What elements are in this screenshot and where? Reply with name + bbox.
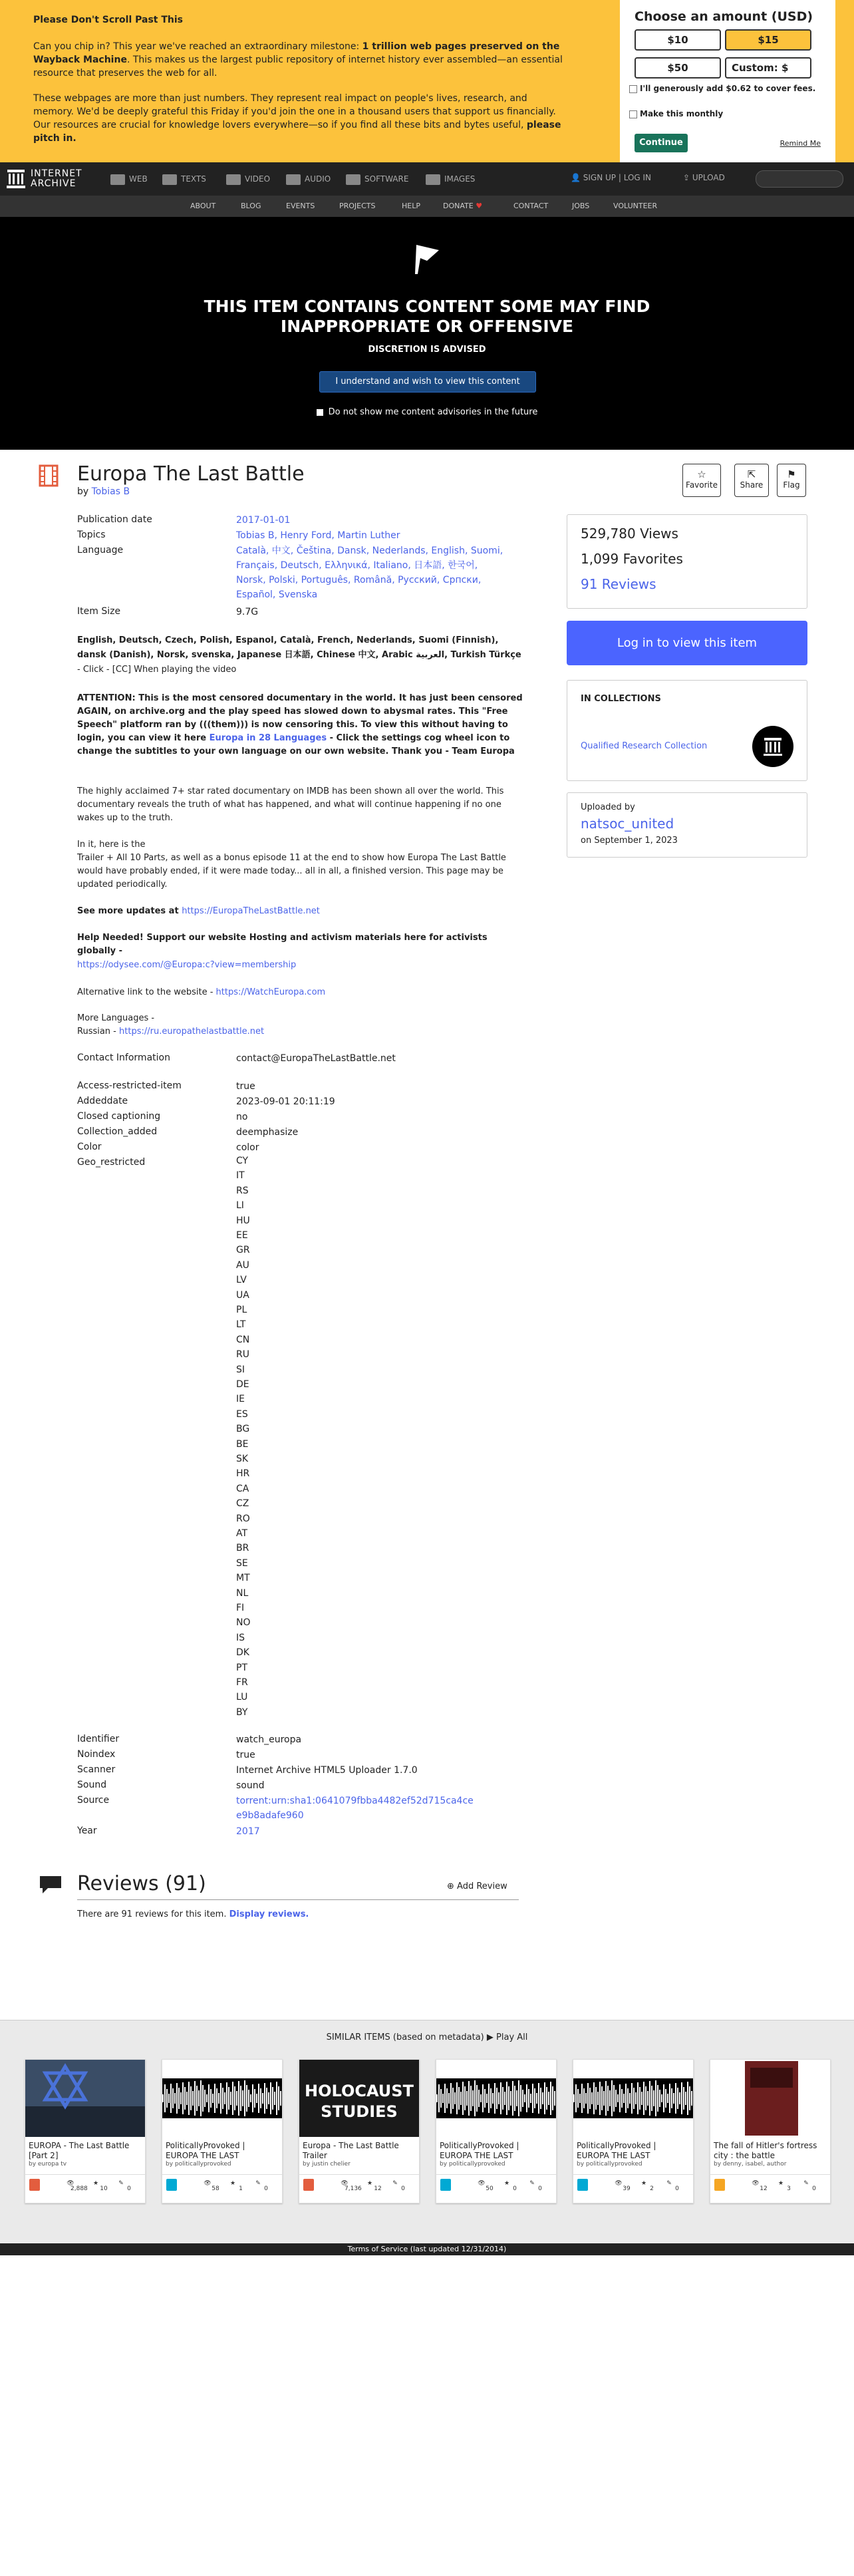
reviews-stat: ✎ 0 [803, 2180, 816, 2192]
alt-link[interactable]: https://WatchEuropa.com [215, 987, 326, 997]
amount-10-button[interactable]: $10 [635, 29, 721, 51]
custom-amount-input[interactable]: Custom: $ [725, 57, 811, 79]
collection-link[interactable]: Qualified Research Collection [581, 741, 708, 751]
signup-login-link[interactable]: 👤 SIGN UP | LOG IN [571, 173, 652, 182]
geo-code: LV [236, 1275, 247, 1286]
geo-code: RS [236, 1185, 249, 1196]
reviews-link[interactable]: 91 Reviews [581, 576, 656, 592]
donation-para-2: These webpages are more than just numbers. They represent real impact on people's lives, research, and memory. We'd be deeply grateful this Friday if you'd join the one in a thousand users that support us financially. Our resources are crucial for knowledge lovers everywhere—so if you find all these bits and bytes useful, please pitch in. [33, 93, 561, 144]
geo-code: FR [236, 1677, 248, 1688]
views-stat: 👁 58 [204, 2180, 219, 2192]
display-reviews-link[interactable]: Display reviews. [229, 1909, 309, 1919]
card-creator: by politicallyprovoked [577, 2161, 642, 2168]
geo-code: PL [236, 1305, 247, 1315]
color-value: color [236, 1142, 259, 1153]
subnav-volunteer[interactable]: VOLUNTEER [613, 202, 658, 210]
geo-code: SE [236, 1557, 248, 1569]
card-title[interactable]: The fall of Hitler's fortress city : the battle [714, 2141, 817, 2160]
card-stats [162, 2174, 282, 2203]
view-content-button[interactable]: I understand and wish to view this content [319, 371, 536, 393]
card-stats [710, 2174, 830, 2203]
subnav-jobs[interactable]: JOBS [572, 202, 590, 210]
mediatype-icon [440, 2179, 451, 2191]
card-creator: by europa tv [29, 2161, 67, 2168]
user-icon: 👤 [571, 173, 583, 182]
geo-code: NL [236, 1587, 249, 1599]
speaker-icon [286, 174, 301, 185]
geo-code: DK [236, 1647, 249, 1659]
favorites-count: 1,099 Favorites [581, 551, 683, 567]
reviews-stat: ✎ 0 [392, 2180, 405, 2192]
pubdate-value[interactable]: 2017-01-01 [236, 515, 291, 526]
reviews-title: Reviews (91) [77, 1872, 206, 1895]
item-title: Europa The Last Battle [77, 462, 305, 486]
flag-icon [414, 243, 440, 275]
sub-nav [0, 196, 854, 217]
similar-item-card[interactable] [162, 2059, 283, 2203]
upload-date: on September 1, 2023 [581, 836, 678, 846]
favorites-stat: ★ 10 [92, 2180, 108, 2192]
geo-code: CA [236, 1483, 249, 1494]
geo-code: EE [236, 1230, 248, 1241]
updates-line: See more updates at https://EuropaTheLastBattle.net [77, 906, 320, 916]
collection-added-label: Collection_added [77, 1126, 158, 1137]
geo-code: IS [236, 1632, 245, 1643]
internet-archive-logo[interactable] [7, 167, 100, 191]
geo-code: SI [236, 1364, 245, 1375]
attention-notice: ATTENTION: This is the most censored documentary in the world. It has just been censored AGAIN, on archive.org and the play speed has slowed down to abysmal rates. This "Free Speech" platform ran by (((them))) is now censoring this. To view this without having to login, you can view it here Europa in 28 Languages - Click the settings cog wheel icon to change the subtitles to your own language on our own website. Thank you - Team Europa [77, 693, 523, 756]
source-label: Source [77, 1795, 110, 1806]
geo-code: LT [236, 1319, 246, 1331]
help-line: Help Needed! Support our website Hosting and activism materials here for activists globally - [77, 933, 488, 956]
europa-languages-link[interactable]: Europa in 28 Languages [209, 733, 327, 743]
nav-audio[interactable]: AUDIO [286, 173, 331, 185]
amount-15-button[interactable]: $15 [725, 29, 811, 51]
item-thumbnail[interactable] [25, 2060, 145, 2137]
card-creator: by politicallyprovoked [440, 2161, 505, 2168]
views-stat: 👁 12 [752, 2180, 768, 2192]
card-creator: by politicallyprovoked [166, 2161, 231, 2168]
geo-code: MT [236, 1573, 250, 1584]
description-3: Trailer + All 10 Parts, as well as a bonus episode 11 at the end to show how Europa The Last Battle would have probably ended, if it were made today... all in all, a finished version. This page may be updated periodically. [77, 853, 506, 889]
card-title[interactable]: PoliticallyProvoked | EUROPA THE LAST [166, 2141, 245, 2160]
upload-link[interactable]: ⇪ UPLOAD [683, 173, 725, 182]
cc-value: no [236, 1112, 248, 1122]
plus-icon: ⊕ [447, 1881, 458, 1891]
geo-code: CN [236, 1334, 250, 1345]
item-thumbnail[interactable] [162, 2060, 282, 2137]
web-icon [110, 174, 125, 185]
star-icon: ☆ [697, 468, 706, 480]
donation-banner [0, 0, 854, 162]
more-languages: More Languages - [77, 1013, 155, 1023]
similar-heading: SIMILAR ITEMS (based on metadata) ▶ Play All [326, 2032, 528, 2042]
views-count: 529,780 Views [581, 526, 678, 542]
favorites-stat: ★ 12 [366, 2180, 382, 2192]
geo-code: RU [236, 1349, 249, 1361]
item-stats [567, 514, 807, 609]
pubdate-label: Publication date [77, 514, 152, 525]
sound-label: Sound [77, 1780, 107, 1790]
monthly-checkbox[interactable]: Make this monthly [640, 109, 723, 119]
film-icon [226, 174, 241, 185]
uploader-box [567, 792, 807, 858]
reviews-divider [77, 1899, 519, 1900]
year-label: Year [77, 1826, 97, 1836]
geo-code: AU [236, 1259, 249, 1271]
scanner-value: Internet Archive HTML5 Uploader 1.7.0 [236, 1765, 418, 1776]
item-thumbnail[interactable] [436, 2060, 556, 2137]
hide-advisories-checkbox[interactable]: Do not show me content advisories in the future [306, 407, 548, 417]
remind-me-link[interactable]: Remind Me [780, 139, 821, 148]
favorites-stat: ★ 1 [229, 2180, 243, 2192]
share-icon: ⇱ [747, 468, 756, 480]
russian-link[interactable]: https://ru.europathelastbattle.net [119, 1027, 265, 1037]
login-to-view-button[interactable]: Log in to view this item [567, 621, 807, 665]
color-label: Color [77, 1142, 102, 1152]
nav-texts[interactable]: TEXTS [162, 173, 206, 185]
terms-footer[interactable]: Terms of Service (last updated 12/31/2014) [0, 2243, 854, 2255]
updates-link[interactable]: https://EuropaTheLastBattle.net [182, 906, 320, 916]
top-nav [0, 162, 854, 196]
donation-para-1: Can you chip in? This year we've reached an extraordinary milestone: 1 trillion web pages preserved on the Wayback Machine. This makes us the largest public repository of internet history ever assembled—an essential resource that preserves the web for all. [33, 41, 563, 79]
geo-code: HU [236, 1215, 250, 1226]
cc-label: Closed captioning [77, 1111, 161, 1122]
geo-code: PT [236, 1662, 247, 1673]
geo-code: CY [236, 1156, 249, 1166]
advisory-subtitle: DISCRETION IS ADVISED [368, 345, 486, 355]
amount-50-button[interactable]: $50 [635, 57, 721, 79]
play-icon: ▶ [486, 2032, 494, 2042]
subnav-about[interactable]: ABOUT [190, 202, 216, 210]
topics-label: Topics [77, 530, 106, 540]
card-title[interactable]: Europa - The Last Battle Trailer [303, 2141, 399, 2160]
access-value: true [236, 1081, 255, 1092]
add-review-button[interactable]: ⊕ Add Review [447, 1881, 507, 1891]
card-stats [436, 2174, 556, 2203]
geo-label: Geo_restricted [77, 1157, 146, 1168]
heart-icon: ♥ [476, 202, 483, 210]
cover-fees-checkbox[interactable]: I'll generously add $0.62 to cover fees. [640, 84, 819, 94]
mediatype-icon [714, 2179, 725, 2191]
geo-code: AT [236, 1528, 248, 1539]
card-stats [573, 2174, 693, 2203]
image-icon [426, 174, 440, 185]
geo-code: GR [236, 1245, 250, 1256]
views-stat: 👁 2,888 [67, 2180, 88, 2192]
similar-item-card[interactable] [573, 2059, 694, 2203]
favorites-stat: ★ 2 [640, 2180, 654, 2192]
sound-value: sound [236, 1780, 265, 1791]
languages-list: English, Deutsch, Czech, Polish, Espanol, Català, French, Nederlands, Suomi (Finnish), dansk (Danish), Norsk, svenska, Japanese 日本語, Chinese 中文, Arabic العربية, Turkish Türkçe - Click - [CC] When playing the video [77, 635, 521, 675]
item-thumbnail[interactable] [710, 2060, 830, 2137]
addeddate-label: Addeddate [77, 1096, 128, 1106]
collection-added-value: deemphasize [236, 1127, 299, 1138]
nav-images[interactable]: IMAGES [426, 173, 475, 185]
upload-icon: ⇪ [683, 173, 692, 182]
similar-item-card[interactable] [299, 2059, 420, 2203]
subnav-donate[interactable]: DONATE ♥ [443, 202, 483, 210]
author-link[interactable]: Tobias B [91, 486, 130, 497]
speech-bubble-icon [39, 1875, 63, 1895]
subnav-projects[interactable]: PROJECTS [339, 202, 376, 210]
geo-code: LU [236, 1692, 248, 1703]
subnav-events[interactable]: EVENTS [286, 202, 315, 210]
geo-code: FI [236, 1603, 245, 1613]
thumbnail-text-2: STUDIES [321, 2102, 398, 2121]
geo-code: RO [236, 1513, 250, 1524]
russian-line: Russian - https://ru.europathelastbattle.net [77, 1027, 265, 1037]
size-value: 9.7G [236, 607, 259, 617]
geo-code: UA [236, 1289, 249, 1301]
description-2: In it, here is the [77, 840, 146, 850]
movie-icon [39, 464, 59, 487]
item-thumbnail[interactable] [573, 2060, 693, 2137]
geo-code: IE [236, 1394, 245, 1405]
card-creator: by denny, isabel, author [714, 2161, 787, 2168]
donation-form-title: Choose an amount (USD) [635, 9, 813, 24]
donation-form [620, 0, 835, 162]
card-title[interactable]: PoliticallyProvoked | EUROPA THE LAST [440, 2141, 519, 2160]
reviews-stat: ✎ 0 [255, 2180, 268, 2192]
thumbnail-text-1: HOLOCAUST [305, 2082, 414, 2100]
geo-code: LI [236, 1200, 244, 1211]
size-label: Item Size [77, 606, 121, 617]
alt-link-line: Alternative link to the website - https://WatchEuropa.com [77, 987, 326, 997]
mediatype-icon [303, 2179, 314, 2191]
geo-code: BY [236, 1706, 248, 1718]
views-stat: 👁 50 [478, 2180, 494, 2192]
identifier-value: watch_europa [236, 1734, 302, 1745]
contact-label: Contact Information [77, 1052, 170, 1063]
similar-item-card[interactable] [710, 2059, 831, 2203]
collections-box [567, 680, 807, 781]
similar-items [0, 2020, 854, 2244]
reviews-stat: ✎ 0 [529, 2180, 542, 2192]
content-advisory [0, 217, 854, 450]
contact-value: contact@EuropaTheLastBattle.net [236, 1053, 396, 1064]
noindex-label: Noindex [77, 1749, 116, 1760]
item-thumbnail[interactable] [299, 2060, 419, 2137]
nav-software[interactable]: SOFTWARE [346, 173, 408, 185]
card-stats [299, 2174, 419, 2203]
similar-item-card[interactable] [25, 2059, 146, 2203]
year-value[interactable]: 2017 [236, 1826, 260, 1837]
geo-code: DE [236, 1379, 249, 1390]
views-stat: 👁 39 [615, 2180, 631, 2192]
scanner-label: Scanner [77, 1764, 116, 1775]
uploader-link[interactable]: natsoc_united [581, 816, 674, 832]
reviews-stat: ✎ 0 [118, 2180, 131, 2192]
nav-web[interactable]: WEB [110, 173, 148, 185]
subnav-help[interactable]: HELP [402, 202, 420, 210]
geo-code: HR [236, 1468, 250, 1480]
similar-item-card[interactable] [436, 2059, 557, 2203]
mediatype-icon [577, 2179, 588, 2191]
language-label: Language [77, 545, 124, 556]
nav-video[interactable]: VIDEO [226, 173, 270, 185]
collection-icon[interactable] [752, 726, 793, 767]
play-all-button[interactable]: ▶ Play All [486, 2032, 528, 2042]
card-stats [25, 2174, 145, 2203]
subnav-blog[interactable]: BLOG [241, 202, 261, 210]
item-byline: by Tobias B [77, 486, 130, 497]
noindex-value: true [236, 1750, 255, 1760]
help-link[interactable]: https://odysee.com/@Europa:c?view=membership [77, 960, 297, 970]
views-stat: 👁 7,136 [341, 2180, 362, 2192]
search-input[interactable] [756, 170, 843, 188]
description-1: The highly acclaimed 7+ star rated documentary on IMDB has been shown all over the world. This documentary reveals the truth of what has happened, and what will continue happening if no one wakes up to the truth. [77, 786, 504, 823]
share-button[interactable]: ⇱ Share [734, 464, 769, 497]
geo-code: SK [236, 1454, 249, 1464]
language-value[interactable]: Català, 中文, Čeština, Dansk, Nederlands, English, Suomi, Français, Deutsch, Ελληνικά, Italiano, 日本語, 한국어, Norsk, Polski, Português, Română, Русский, Српски, Español, Svenska [236, 546, 503, 600]
geo-code: IT [236, 1170, 245, 1182]
geo-code: BR [236, 1543, 249, 1554]
flag-button[interactable]: ⚑ Flag [777, 464, 806, 497]
advisory-title: THIS ITEM CONTAINS CONTENT SOME MAY FIND INAPPROPRIATE OR OFFENSIVE [204, 297, 650, 336]
mediatype-icon [29, 2179, 40, 2191]
geo-code: BE [236, 1438, 249, 1450]
archive-temple-icon [7, 168, 25, 188]
book-icon [162, 174, 177, 185]
source-value[interactable]: torrent:urn:sha1:0641079fbba4482ef52d715ca4ce e9b8adafe960 [236, 1796, 474, 1821]
geo-code: CZ [236, 1498, 249, 1510]
card-title[interactable]: PoliticallyProvoked | EUROPA THE LAST [577, 2141, 656, 2160]
reviews-stat: ✎ 0 [666, 2180, 679, 2192]
continue-button[interactable]: Continue [635, 134, 688, 152]
identifier-label: Identifier [77, 1734, 120, 1744]
access-label: Access-restricted-item [77, 1080, 182, 1091]
favorite-button[interactable]: ☆ Favorite [682, 464, 721, 497]
geo-code: BG [236, 1424, 250, 1435]
logo-text: INTERNET ARCHIVE [31, 168, 82, 189]
flag-outline-icon: ⚑ [787, 468, 796, 480]
floppy-icon [346, 174, 360, 185]
collections-heading: IN COLLECTIONS [581, 694, 661, 704]
topics-value[interactable]: Tobias B, Henry Ford, Martin Luther [236, 530, 400, 541]
favorites-stat: ★ 0 [503, 2180, 517, 2192]
donation-title: Please Don't Scroll Past This [33, 15, 184, 25]
card-creator: by justin chelier [303, 2161, 351, 2168]
mediatype-icon [166, 2179, 177, 2191]
uploader-heading: Uploaded by [581, 802, 635, 812]
geo-code: NO [236, 1617, 251, 1629]
favorites-stat: ★ 3 [778, 2180, 791, 2192]
card-title[interactable]: EUROPA - The Last Battle [Part 2] [29, 2141, 130, 2160]
addeddate-value: 2023-09-01 20:11:19 [236, 1096, 335, 1107]
donation-message [33, 13, 565, 157]
geo-code: ES [236, 1408, 248, 1420]
subnav-contact[interactable]: CONTACT [513, 202, 549, 210]
reviews-count: There are 91 reviews for this item. Display reviews. [77, 1909, 309, 1919]
